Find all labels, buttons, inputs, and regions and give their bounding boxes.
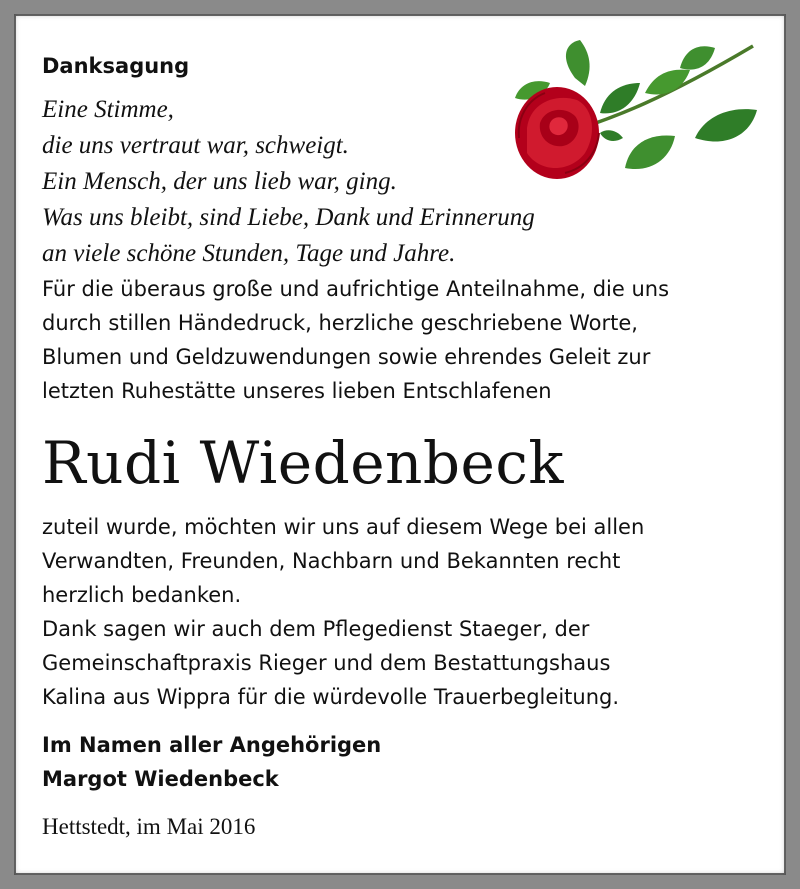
poem-line: Was uns bleibt, sind Liebe, Dank und Erinnerung: [42, 204, 535, 231]
thanks-paragraph: [42, 272, 762, 408]
signature-line: Im Namen aller Angehörigen: [42, 733, 382, 757]
paragraph-line: Für die überaus große und aufrichtige Anteilnahme, die uns: [42, 277, 670, 301]
paragraph-line: durch stillen Händedruck, herzliche geschriebene Worte,: [42, 311, 638, 335]
paragraph-line: Dank sagen wir auch dem Pflegedienst Staeger, der: [42, 617, 590, 641]
paragraph-line: letzten Ruhestätte unseres lieben Entschlafenen: [42, 379, 552, 403]
red-rose-icon: [505, 38, 765, 188]
heading: Danksagung: [42, 54, 190, 78]
paragraph-line: Kalina aus Wippra für die würdevolle Trauerbegleitung.: [42, 685, 620, 709]
paragraph-line: zuteil wurde, möchten wir uns auf diesem Wege bei allen: [42, 515, 645, 539]
paragraph-line: Verwandten, Freunden, Nachbarn und Bekannten recht: [42, 549, 621, 573]
poem: [42, 92, 535, 272]
place-date: Hettstedt, im Mai 2016: [42, 814, 256, 839]
paragraph-line: Gemeinschaftpraxis Rieger und dem Bestattungshaus: [42, 651, 611, 675]
thanks-continuation: [42, 510, 762, 714]
paragraph-line: herzlich bedanken.: [42, 583, 242, 607]
deceased-name: Rudi Wiedenbeck: [42, 429, 564, 497]
poem-line: Eine Stimme,: [42, 96, 174, 123]
poem-line: die uns vertraut war, schweigt.: [42, 132, 349, 159]
poem-line: an viele schöne Stunden, Tage und Jahre.: [42, 240, 456, 267]
signature: [42, 728, 381, 796]
poem-line: Ein Mensch, der uns lieb war, ging.: [42, 168, 397, 195]
signature-name: Margot Wiedenbeck: [42, 767, 279, 791]
paragraph-line: Blumen und Geldzuwendungen sowie ehrendes Geleit zur: [42, 345, 651, 369]
